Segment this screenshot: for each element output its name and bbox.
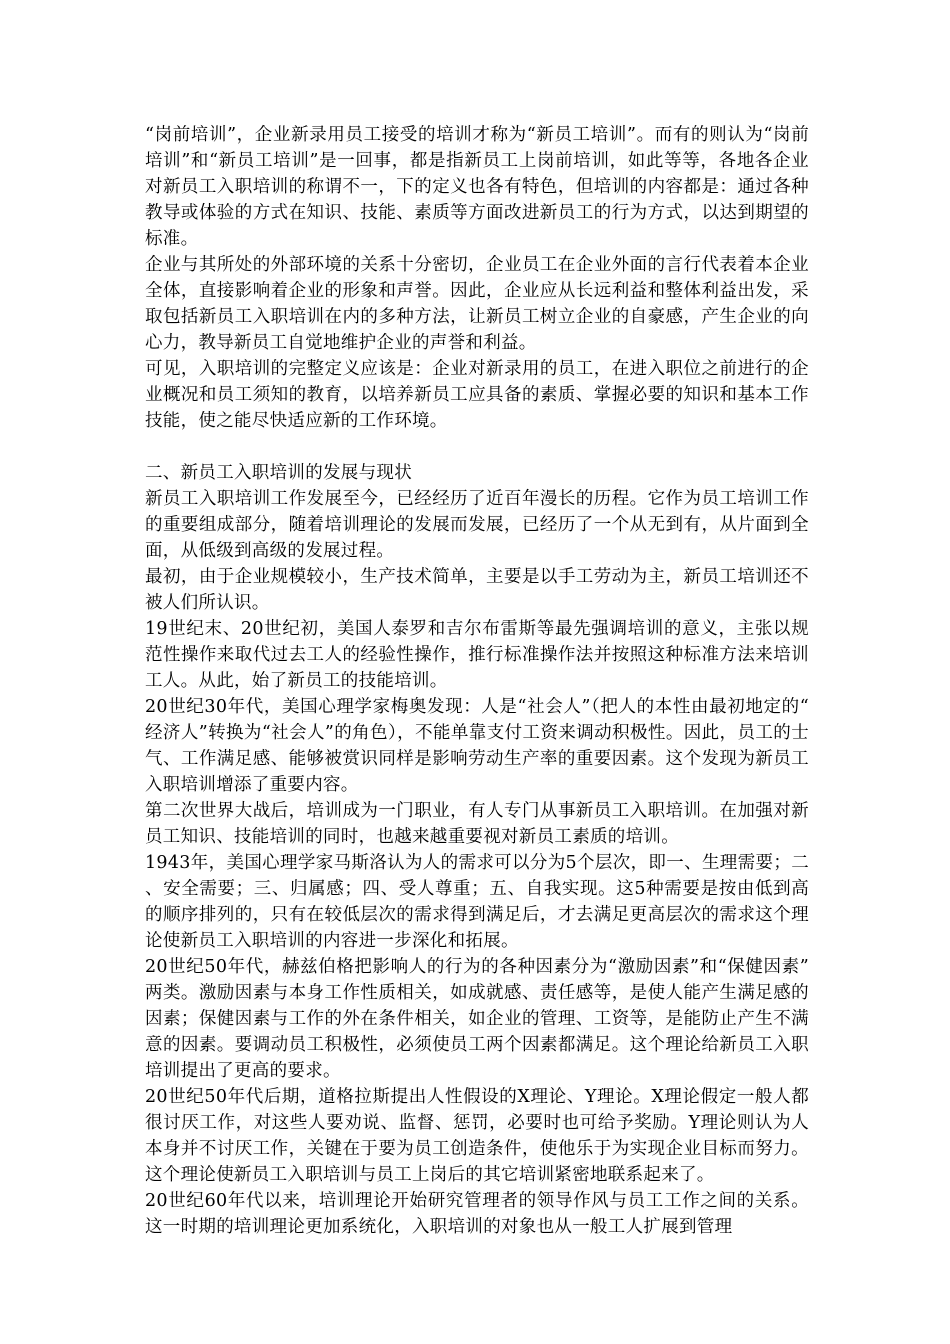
- intro-paragraph-1: “岗前培训”，企业新录用员工接受的培训才称为“新员工培训”。而有的则认为“岗前培训”和“新员工培训”是一回事，都是指新员工上岗前培训，如此等等，各地各企业对新员工入职培训的称谓不一，下的定义也各有特色，但培训的内容都是：通过各种教导或体验的方式在知识、技能、素质等方面改进新员工的行为方式，以达到期望的标准。: [145, 125, 809, 249]
- section-paragraph-9: 20世纪60年代以来，培训理论开始研究管理者的领导作风与员工工作之间的关系。这一时期的培训理论更加系统化，入职培训的对象也从一般工人扩展到管理: [145, 1191, 809, 1237]
- paragraph-spacer: [145, 434, 809, 460]
- section-paragraph-1: 新员工入职培训工作发展至今，已经经历了近百年漫长的历程。它作为员工培训工作的重要组成部分，随着培训理论的发展而发展，已经历了一个从无到有，从片面到全面，从低级到高级的发展过程。: [145, 489, 809, 561]
- intro-paragraph-2: 企业与其所处的外部环境的关系十分密切，企业员工在企业外面的言行代表着本企业全体，直接影响着企业的形象和声誉。因此，企业应从长远利益和整体利益出发，采取包括新员工入职培训在内的多种方法，让新员工树立企业的自豪感，产生企业的向心力，教导新员工自觉地维护企业的声誉和利益。: [145, 255, 809, 353]
- document-page: [145, 122, 809, 1240]
- section-paragraph-5: 第二次世界大战后，培训成为一门职业，有人专门从事新员工入职培训。在加强对新员工知识、技能培训的同时，也越来越重要视对新员工素质的培训。: [145, 801, 809, 847]
- section-paragraph-3: 19世纪末、20世纪初，美国人泰罗和吉尔布雷斯等最先强调培训的意义，主张以规范性操作来取代过去工人的经验性操作，推行标准操作法并按照这种标准方法来培训工人。从此，始了新员工的技能培训。: [145, 619, 809, 691]
- section-heading: 二、新员工入职培训的发展与现状: [145, 463, 412, 483]
- section-paragraph-8: 20世纪50年代后期，道格拉斯提出人性假设的X理论、Y理论。X理论假定一般人都很讨厌工作，对这些人要劝说、监督、惩罚，必要时也可给予奖励。Y理论则认为人本身并不讨厌工作，关键在于要为员工创造条件，使他乐于为实现企业目标而努力。这个理论使新员工入职培训与员工上岗后的其它培训紧密地联系起来了。: [145, 1087, 809, 1185]
- section-paragraph-2: 最初，由于企业规模较小，生产技术简单，主要是以手工劳动为主，新员工培训还不被人们所认识。: [145, 567, 809, 613]
- intro-paragraph-3: 可见，入职培训的完整定义应该是：企业对新录用的员工，在进入职位之前进行的企业概况和员工须知的教育，以培养新员工应具备的素质、掌握必要的知识和基本工作技能，使之能尽快适应新的工作环境。: [145, 359, 809, 431]
- section-paragraph-6: 1943年，美国心理学家马斯洛认为人的需求可以分为5个层次，即一、生理需要；二、安全需要；三、归属感；四、受人尊重；五、自我实现。这5种需要是按由低到高的顺序排列的，只有在较低层次的需求得到满足后，才去满足更高层次的需求这个理论使新员工入职培训的内容进一步深化和拓展。: [145, 853, 809, 951]
- section-paragraph-4: 20世纪30年代，美国心理学家梅奥发现：人是“社会人”（把人的本性由最初地定的“经济人”转换为“社会人”的角色），不能单靠支付工资来调动积极性。因此，员工的士气、工作满足感、能够被赏识同样是影响劳动生产率的重要因素。这个发现为新员工入职培训增添了重要内容。: [145, 697, 809, 795]
- section-paragraph-7: 20世纪50年代，赫兹伯格把影响人的行为的各种因素分为“激励因素”和“保健因素”两类。激励因素与本身工作性质相关，如成就感、责任感等，是使人能产生满足感的因素；保健因素与工作的外在条件相关，如企业的管理、工资等，是能防止产生不满意的因素。要调动员工积极性，必须使员工两个因素都满足。这个理论给新员工入职培训提出了更高的要求。: [145, 957, 809, 1081]
